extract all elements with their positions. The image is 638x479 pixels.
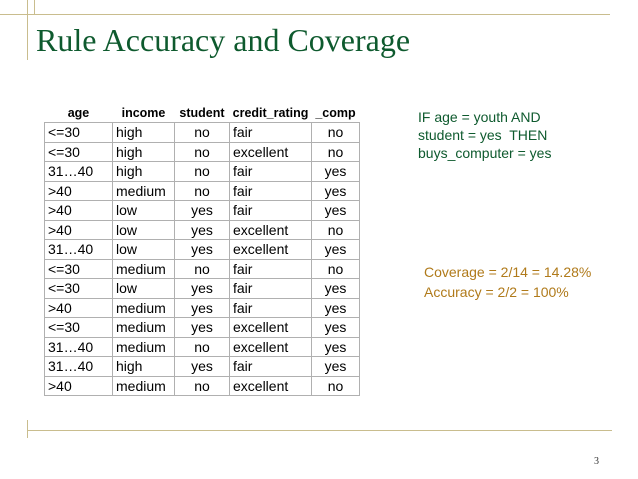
table-cell: no — [312, 376, 360, 396]
column-header: income — [121, 105, 166, 120]
table-cell: fair — [230, 298, 312, 318]
table-cell: <=30 — [45, 279, 113, 299]
table-cell: high — [113, 142, 175, 162]
left-frame-tick — [34, 0, 35, 14]
table-row — [45, 142, 360, 162]
table-cell: >40 — [45, 201, 113, 221]
table-cell: medium — [113, 318, 175, 338]
table-cell: yes — [312, 162, 360, 182]
table-cell: fair — [230, 162, 312, 182]
rule-text — [418, 108, 551, 162]
table-cell: medium — [113, 181, 175, 201]
table-cell: medium — [113, 376, 175, 396]
rule-line-2: student = yes THEN — [418, 127, 548, 143]
table-cell: yes — [175, 201, 230, 221]
table-header-row — [45, 103, 360, 123]
table-cell: yes — [312, 240, 360, 260]
table-cell: low — [113, 240, 175, 260]
table-cell: fair — [230, 201, 312, 221]
table-cell: yes — [312, 298, 360, 318]
table-cell: fair — [230, 357, 312, 377]
table-cell: excellent — [230, 376, 312, 396]
table-row — [45, 201, 360, 221]
table-row — [45, 162, 360, 182]
top-frame-line — [0, 14, 610, 15]
table-cell: yes — [175, 318, 230, 338]
column-header: credit_rating — [232, 105, 309, 120]
table-cell: no — [312, 259, 360, 279]
table-cell: high — [113, 357, 175, 377]
table-cell: no — [175, 259, 230, 279]
table-cell: yes — [175, 357, 230, 377]
rule-line-1: IF age = youth AND — [418, 109, 541, 125]
table-cell: no — [175, 376, 230, 396]
table-cell: excellent — [230, 142, 312, 162]
table-cell: no — [175, 123, 230, 143]
table-cell: no — [175, 181, 230, 201]
table-cell: >40 — [45, 181, 113, 201]
slide-title: Rule Accuracy and Coverage — [36, 22, 411, 58]
table-cell: yes — [175, 279, 230, 299]
table-row — [45, 376, 360, 396]
table-row — [45, 318, 360, 338]
table-cell: excellent — [230, 318, 312, 338]
table-row — [45, 240, 360, 260]
training-data-table — [44, 103, 360, 396]
table-cell: 31…40 — [45, 240, 113, 260]
table-cell: yes — [175, 220, 230, 240]
table-cell: excellent — [230, 220, 312, 240]
table-cell: no — [175, 162, 230, 182]
table-cell: >40 — [45, 298, 113, 318]
table-row — [45, 123, 360, 143]
table-cell: fair — [230, 123, 312, 143]
table-cell: no — [312, 220, 360, 240]
coverage-text: Coverage = 2/14 = 14.28% — [424, 264, 592, 280]
table-cell: low — [113, 201, 175, 221]
table-row — [45, 220, 360, 240]
table-cell: medium — [113, 259, 175, 279]
rule-metrics — [424, 262, 591, 302]
column-header: _comp — [315, 105, 356, 120]
table-row — [45, 279, 360, 299]
table-cell: yes — [312, 357, 360, 377]
table-cell: 31…40 — [45, 337, 113, 357]
accuracy-text: Accuracy = 2/2 = 100% — [424, 284, 569, 300]
column-header: student — [179, 105, 225, 120]
table-cell: fair — [230, 259, 312, 279]
table-row — [45, 181, 360, 201]
table-cell: yes — [312, 279, 360, 299]
table-cell: low — [113, 220, 175, 240]
table-cell: <=30 — [45, 318, 113, 338]
table-cell: fair — [230, 279, 312, 299]
footer-frame-line — [27, 430, 612, 431]
table-cell: no — [175, 337, 230, 357]
table-cell: yes — [312, 337, 360, 357]
table-row — [45, 337, 360, 357]
table-cell: <=30 — [45, 123, 113, 143]
table-cell: high — [113, 123, 175, 143]
table-cell: <=30 — [45, 259, 113, 279]
table-cell: yes — [312, 201, 360, 221]
table-cell: yes — [175, 298, 230, 318]
table-cell: yes — [312, 181, 360, 201]
table-cell: >40 — [45, 220, 113, 240]
table-cell: no — [312, 123, 360, 143]
table-cell: yes — [312, 318, 360, 338]
table-cell: >40 — [45, 376, 113, 396]
table-row — [45, 298, 360, 318]
table-row — [45, 259, 360, 279]
table-cell: yes — [175, 240, 230, 260]
table-cell: low — [113, 279, 175, 299]
rule-line-3: buys_computer = yes — [418, 145, 552, 161]
table-cell: medium — [113, 337, 175, 357]
table-row — [45, 357, 360, 377]
table-cell: medium — [113, 298, 175, 318]
table-cell: <=30 — [45, 142, 113, 162]
table-cell: no — [175, 142, 230, 162]
table-cell: no — [312, 142, 360, 162]
page-number: 3 — [594, 456, 599, 467]
table-cell: excellent — [230, 337, 312, 357]
table-cell: 31…40 — [45, 357, 113, 377]
table-cell: excellent — [230, 240, 312, 260]
footer-frame-tick — [27, 420, 28, 438]
left-frame-line — [27, 0, 28, 60]
column-header: age — [67, 105, 90, 120]
table-cell: 31…40 — [45, 162, 113, 182]
table-cell: high — [113, 162, 175, 182]
table-cell: fair — [230, 181, 312, 201]
